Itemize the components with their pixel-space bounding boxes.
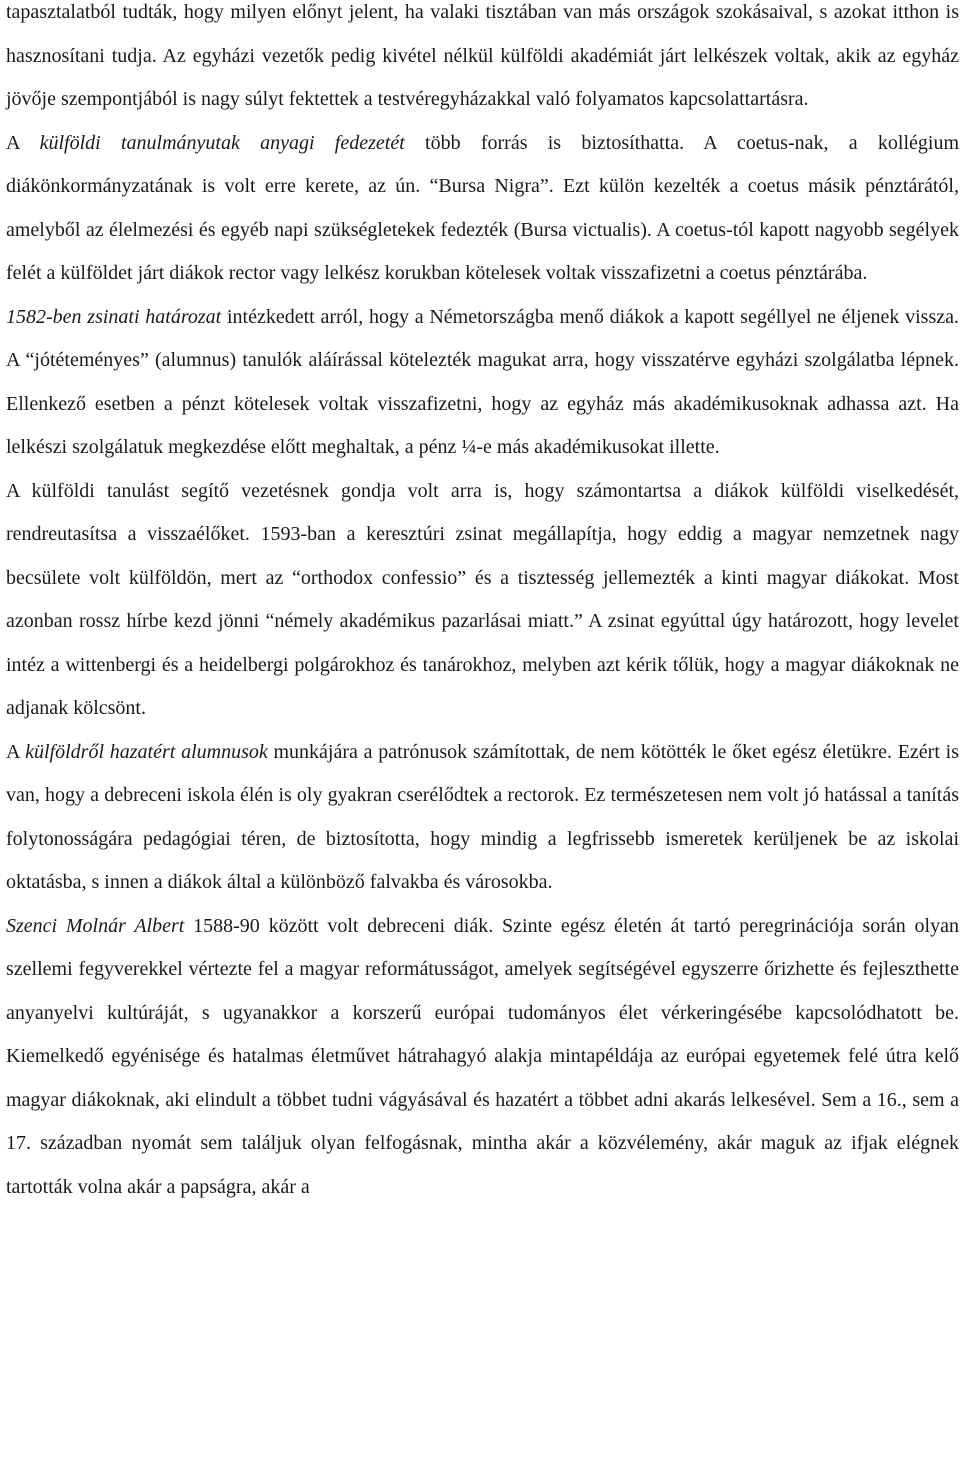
paragraph-text: tapasztalatból tudták, hogy milyen előnyt jelent, ha valaki tisztában van más országok szokásaival, s azokat itthon is hasznosítani tudja. Az egyházi vezetők pedig kivétel nélkül külföldi akadémiát járt lelkészek voltak, akik az egyház jövője szempontjából is nagy súlyt fektettek a testvéregyházakkal való folyamatos kapcsolattartásra. bbox=[6, 1, 959, 110]
paragraph-financing bbox=[6, 122, 959, 296]
emphasis-text: Szenci Molnár Albert bbox=[6, 914, 185, 937]
emphasis-text: külföldről hazatért alumnusok bbox=[25, 740, 268, 763]
paragraph-text: A bbox=[6, 131, 40, 154]
emphasis-text: 1582-ben zsinati határozat bbox=[6, 305, 222, 328]
paragraph-text: intézkedett arról, hogy a Németországba menő diákok a kapott segéllyel ne éljenek vissza. A “jótéteményes” (alumnus) tanulók aláírással kötelezték magukat arra, hogy visszatérve egyházi szolgálatba lépnek. Ellenkező esetben a pénzt kötelesek voltak visszafizetni, hogy az egyház más akadémikusoknak adhassa azt. Ha lelkészi szolgálatuk megkezdése előtt meghaltak, a pénz ¼-e más akadémikusokat illette. bbox=[6, 305, 959, 458]
paragraph-szenci-molnar bbox=[6, 905, 959, 1210]
paragraph-text: 1588-90 között volt debreceni diák. Szinte egész életén át tartó peregrinációja során olyan szellemi fegyverekkel vértezte fel a magyar reformátusságot, amelyek segítségével egyszerre őrizhette és fejleszthette anyanyelvi kultúráját, s ugyanakkor a korszerű európai tudományos élet vérkeringésébe kapcsolódhatott be. Kiemelkedő egyénisége és hatalmas életművet hátrahagyó alakja mintapéldája az európai egyetemek felé útra kelő magyar diákoknak, aki elindult a többet tudni vágyásával és hazatért a többet adni akarás lelkesével. Sem a 16., sem a 17. században nyomát sem találjuk olyan felfogásnak, mintha akár a közvélemény, akár maguk az ifjak elégnek tartották volna akár a papságra, akár a bbox=[6, 914, 959, 1198]
document-page bbox=[6, 0, 959, 1209]
paragraph-text: munkájára a patrónusok számítottak, de nem kötötték le őket egész életükre. Ezért is van, hogy a debreceni iskola élén is oly gyakran cserélődtek a rectorok. Ez természetesen nem volt jó hatással a tanítás folytonosságára pedagógiai téren, de biztosította, hogy mindig a legfrissebb ismeretek kerüljenek be az iskolai oktatásba, s innen a diákok által a különböző falvakba és városokba. bbox=[6, 740, 959, 893]
paragraph-intro bbox=[6, 0, 959, 122]
paragraph-conduct bbox=[6, 470, 959, 731]
paragraph-text: A külföldi tanulást segítő vezetésnek gondja volt arra is, hogy számontartsa a diákok külföldi viselkedését, rendreutasítsa a visszaélőket. 1593-ban a keresztúri zsinat megállapítja, hogy eddig a magyar nemzetnek nagy becsülete volt külföldön, mert az “orthodox confessio” és a tisztesség jellemezték a kinti magyar diákokat. Most azonban rossz hírbe kezd jönni “némely akadémikus pazarlásai miatt.” A zsinat egyúttal úgy határozott, hogy levelet intéz a wittenbergi és a heidelbergi polgárokhoz és tanárokhoz, melyben azt kérik tőlük, hogy a magyar diákoknak ne adjanak kölcsönt. bbox=[6, 479, 959, 719]
paragraph-alumni bbox=[6, 731, 959, 905]
paragraph-text: több forrás is biztosíthatta. A coetus-nak, a kollégium diákönkormányzatának is volt erre kerete, az ún. “Bursa Nigra”. Ezt külön kezelték a coetus másik pénztárától, amelyből az élelmezési és egyéb napi szükségletekek fedezték (Bursa victualis). A coetus-tól kapott nagyobb segélyek felét a külföldet járt diákok rector vagy lelkész korukban kötelesek voltak visszafizetni a coetus pénztárába. bbox=[6, 131, 959, 284]
emphasis-text: külföldi tanulmányutak anyagi fedezetét bbox=[39, 131, 405, 154]
paragraph-text: A bbox=[6, 740, 26, 763]
paragraph-synod-decision bbox=[6, 296, 959, 470]
